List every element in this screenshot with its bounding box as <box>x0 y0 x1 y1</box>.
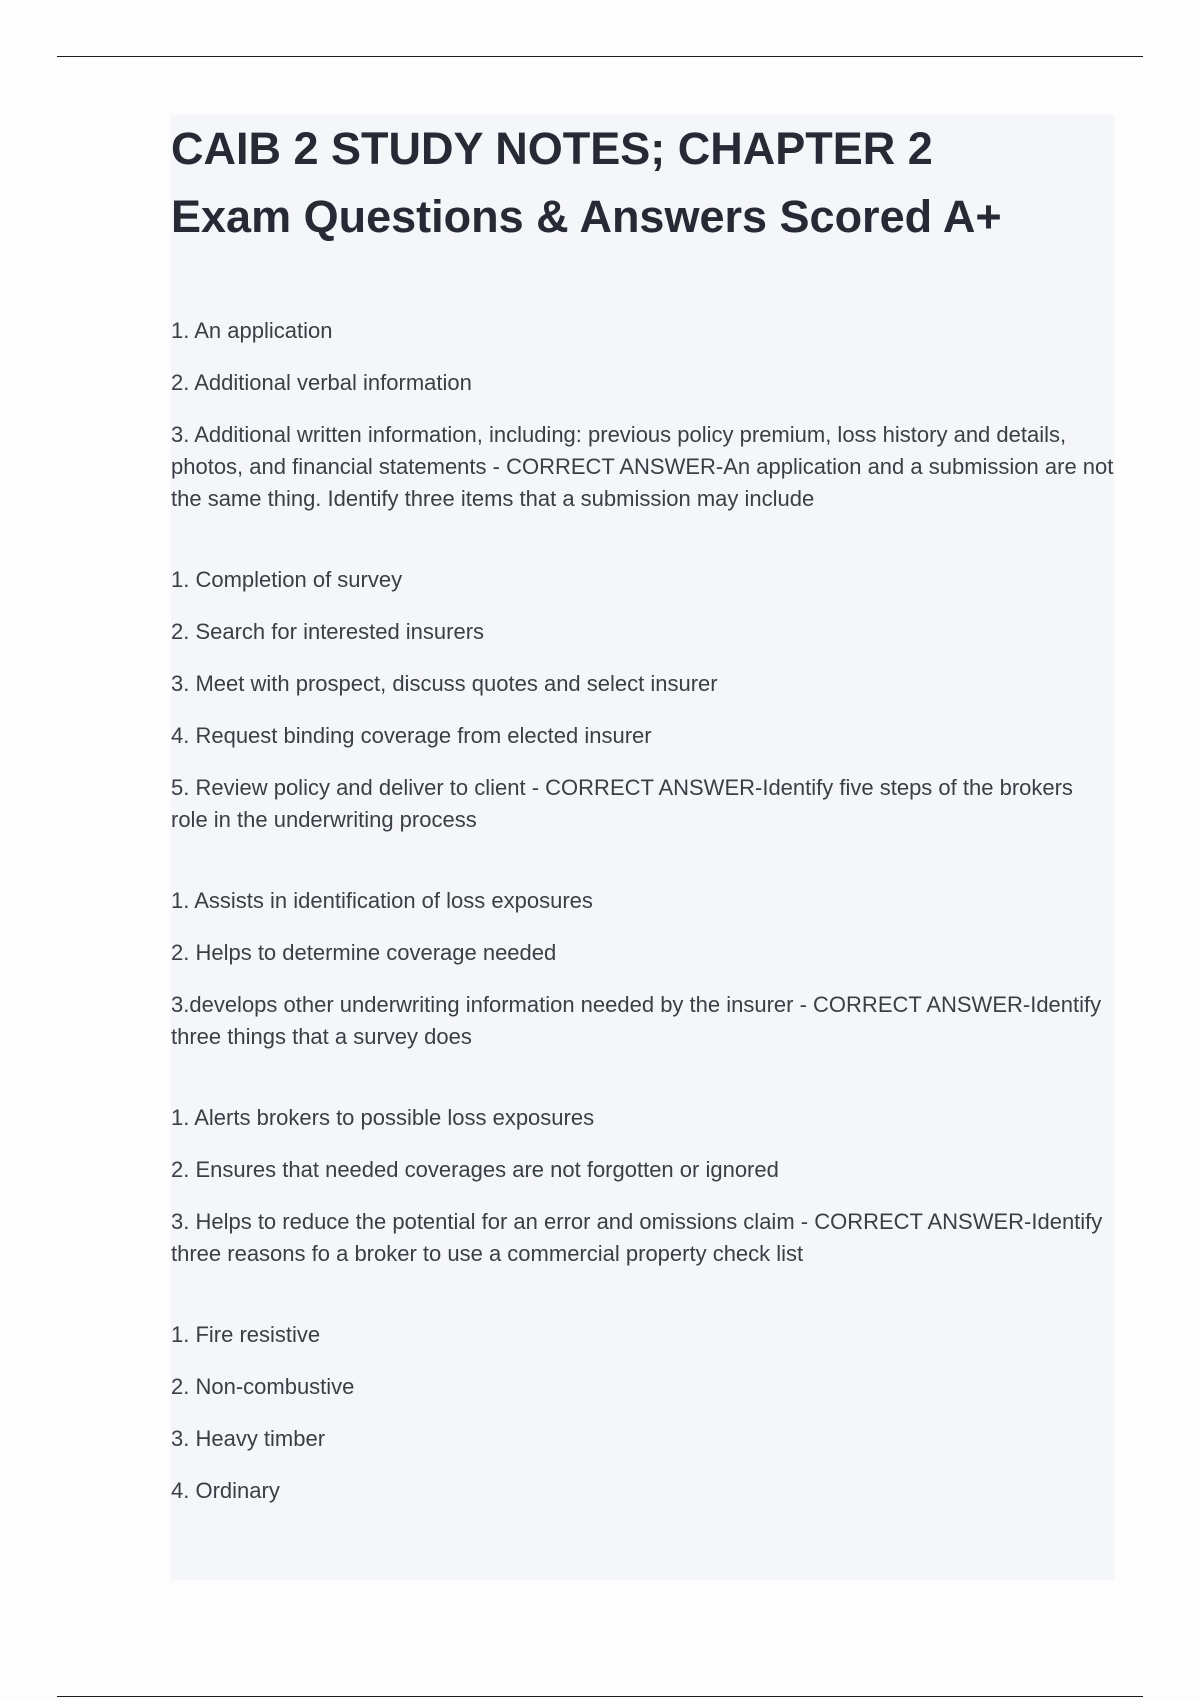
top-rule <box>57 56 1143 57</box>
list-item: 1. Fire resistive <box>171 1322 321 1347</box>
list-item: 4. Ordinary <box>171 1478 280 1503</box>
title-line-2: Exam Questions & Answers Scored A+ <box>171 191 1002 242</box>
list-item: 2. Additional verbal information <box>171 370 472 395</box>
list-item: 3.develops other underwriting information needed by the insurer - CORRECT ANSWER-Identify three things that a survey does <box>171 992 1102 1049</box>
list-item: 2. Ensures that needed coverages are not forgotten or ignored <box>171 1157 779 1182</box>
list-item: 5. Review policy and deliver to client - CORRECT ANSWER-Identify five steps of the brokers role in the underwriting process <box>171 775 1073 832</box>
list-item: 4. Request binding coverage from elected insurer <box>171 723 652 748</box>
list-item: 3. Meet with prospect, discuss quotes and select insurer <box>171 671 718 696</box>
question-block-4 <box>171 1102 1114 1270</box>
list-item: 3. Additional written information, including: previous policy premium, loss history and details, photos, and financial statements - CORRECT ANSWER-An application and a submission are not the same thing. Identify three items that a submission may include <box>171 422 1114 511</box>
question-block-5 <box>171 1319 1114 1507</box>
question-block-1 <box>171 315 1114 515</box>
list-item: 1. An application <box>171 318 333 343</box>
list-item: 2. Helps to determine coverage needed <box>171 940 557 965</box>
question-block-2 <box>171 564 1114 836</box>
list-item: 3. Helps to reduce the potential for an error and omissions claim - CORRECT ANSWER-Identify three reasons fo a broker to use a commercial property check list <box>171 1209 1103 1266</box>
document-body <box>171 115 1114 1580</box>
list-item: 2. Non-combustive <box>171 1374 355 1399</box>
question-block-3 <box>171 885 1114 1053</box>
list-item: 1. Assists in identification of loss exposures <box>171 888 593 913</box>
bottom-rule <box>57 1696 1143 1697</box>
list-item: 1. Completion of survey <box>171 567 403 592</box>
list-item: 3. Heavy timber <box>171 1426 326 1451</box>
list-item: 2. Search for interested insurers <box>171 619 485 644</box>
list-item: 1. Alerts brokers to possible loss exposures <box>171 1105 595 1130</box>
title-line-1: CAIB 2 STUDY NOTES; CHAPTER 2 <box>171 123 933 174</box>
page-title <box>171 115 1114 251</box>
